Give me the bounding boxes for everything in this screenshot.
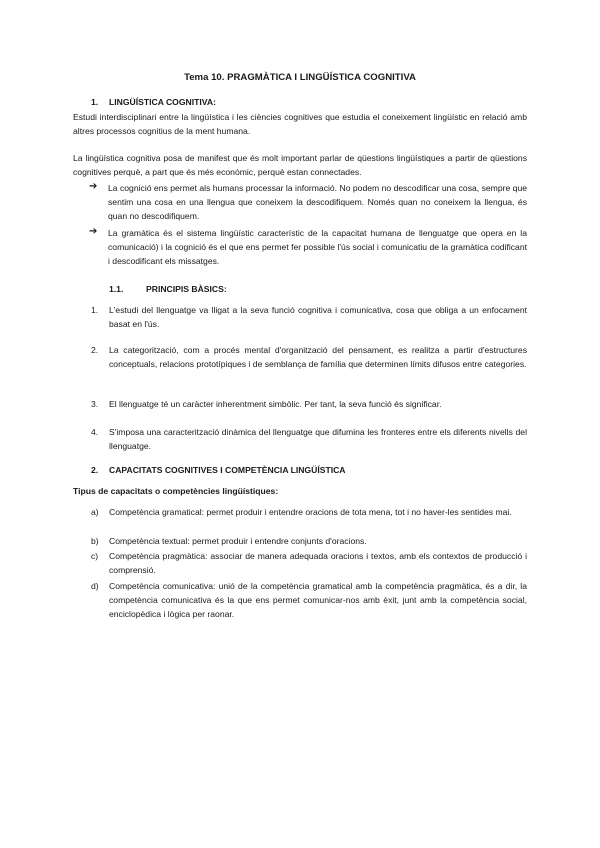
competence-text: Competència textual: permet produir i entendre conjunts d'oracions. [109, 536, 367, 546]
section-1-paragraph: La lingüística cognitiva posa de manifest que és molt important parlar de qüestions lingüístiques a partir de qüestions cognitives perquè, a part que és més econòmic, perquè estan connectades. [73, 153, 527, 177]
bullet-item: La gramàtica és el sistema lingüístic característic de la capacitat humana de llenguatge que opera en la comunicació) i la cognició és el que ens permet fer possible l'ús social i comunicatiu de la gramàtica codificant i descodificant els missatges. [108, 228, 527, 266]
principle-text: La categorització, com a procés mental d'organització del pensament, es realitza a partir d'estructures conceptuals, relacions prototípiques i de semblança de família que determinen límits difusos entre categories. [109, 345, 527, 369]
page-title: Tema 10. PRAGMÀTICA I LINGÜÍSTICA COGNITIVA [184, 72, 416, 83]
principle-number: 3. [91, 399, 99, 409]
competence-letter: d) [91, 581, 99, 591]
competence-letter: c) [91, 551, 99, 561]
arrow-bullet-icon: ➔ [89, 181, 98, 192]
competence-text: Competència pragmàtica: associar de manera adequada oracions i textos, amb els contextos de producció i comprensió. [109, 551, 527, 575]
principle-text: L'estudi del llenguatge va lligat a la seva funció cognitiva i comunicativa, cosa que obliga a un enfocament basat en l'ús. [109, 305, 527, 329]
subsection-number: 1.1. [109, 284, 124, 294]
section-2-number: 2. [91, 465, 99, 475]
competence-text: Competència gramatical: permet produir i entendre oracions de tota mena, tot i no haver-les sentides mai. [109, 507, 512, 517]
principle-number: 4. [91, 427, 99, 437]
arrow-bullet-icon: ➔ [89, 226, 98, 237]
section-2-subheading: Tipus de capacitats o competències lingüístiques: [73, 486, 279, 496]
principle-number: 1. [91, 305, 99, 315]
principle-number: 2. [91, 345, 99, 355]
competence-text: Competència comunicativa: unió de la competència gramatical amb la competència pragmàtica, és a dir, la competència comunicativa és la que ens permet comunicar-nos amb èxit, junt amb la competència social, enciclopèdica i lògica per raonar. [109, 581, 527, 619]
subsection-heading: PRINCIPIS BÀSICS: [146, 284, 227, 294]
section-1-heading: LINGÜÍSTICA COGNITIVA: [109, 97, 216, 107]
section-1-number: 1. [91, 97, 99, 107]
principle-text: S'imposa una caracterització dinàmica del llenguatge que difumina les fronteres entre els diferents nivells del llenguatge. [109, 427, 527, 451]
bullet-item: La cognició ens permet als humans processar la informació. No podem no descodificar una cosa, sempre que sentim una cosa en una llengua que coneixem la descodifiquem. Només quan no coneixem la llengua, és quan no descodifiquem. [108, 183, 527, 221]
section-1-intro: Estudi interdisciplinari entre la lingüística i les ciències cognitives que estudia el coneixement lingüístic en relació amb altres processos cognitius de la ment humana. [73, 112, 527, 136]
competence-letter: b) [91, 536, 99, 546]
competence-letter: a) [91, 507, 99, 517]
section-2-heading: CAPACITATS COGNITIVES I COMPETÈNCIA LINGÜÍSTICA [109, 465, 346, 475]
principle-text: El llenguatge té un caràcter inherentment simbòlic. Per tant, la seva funció és significar. [109, 399, 442, 409]
